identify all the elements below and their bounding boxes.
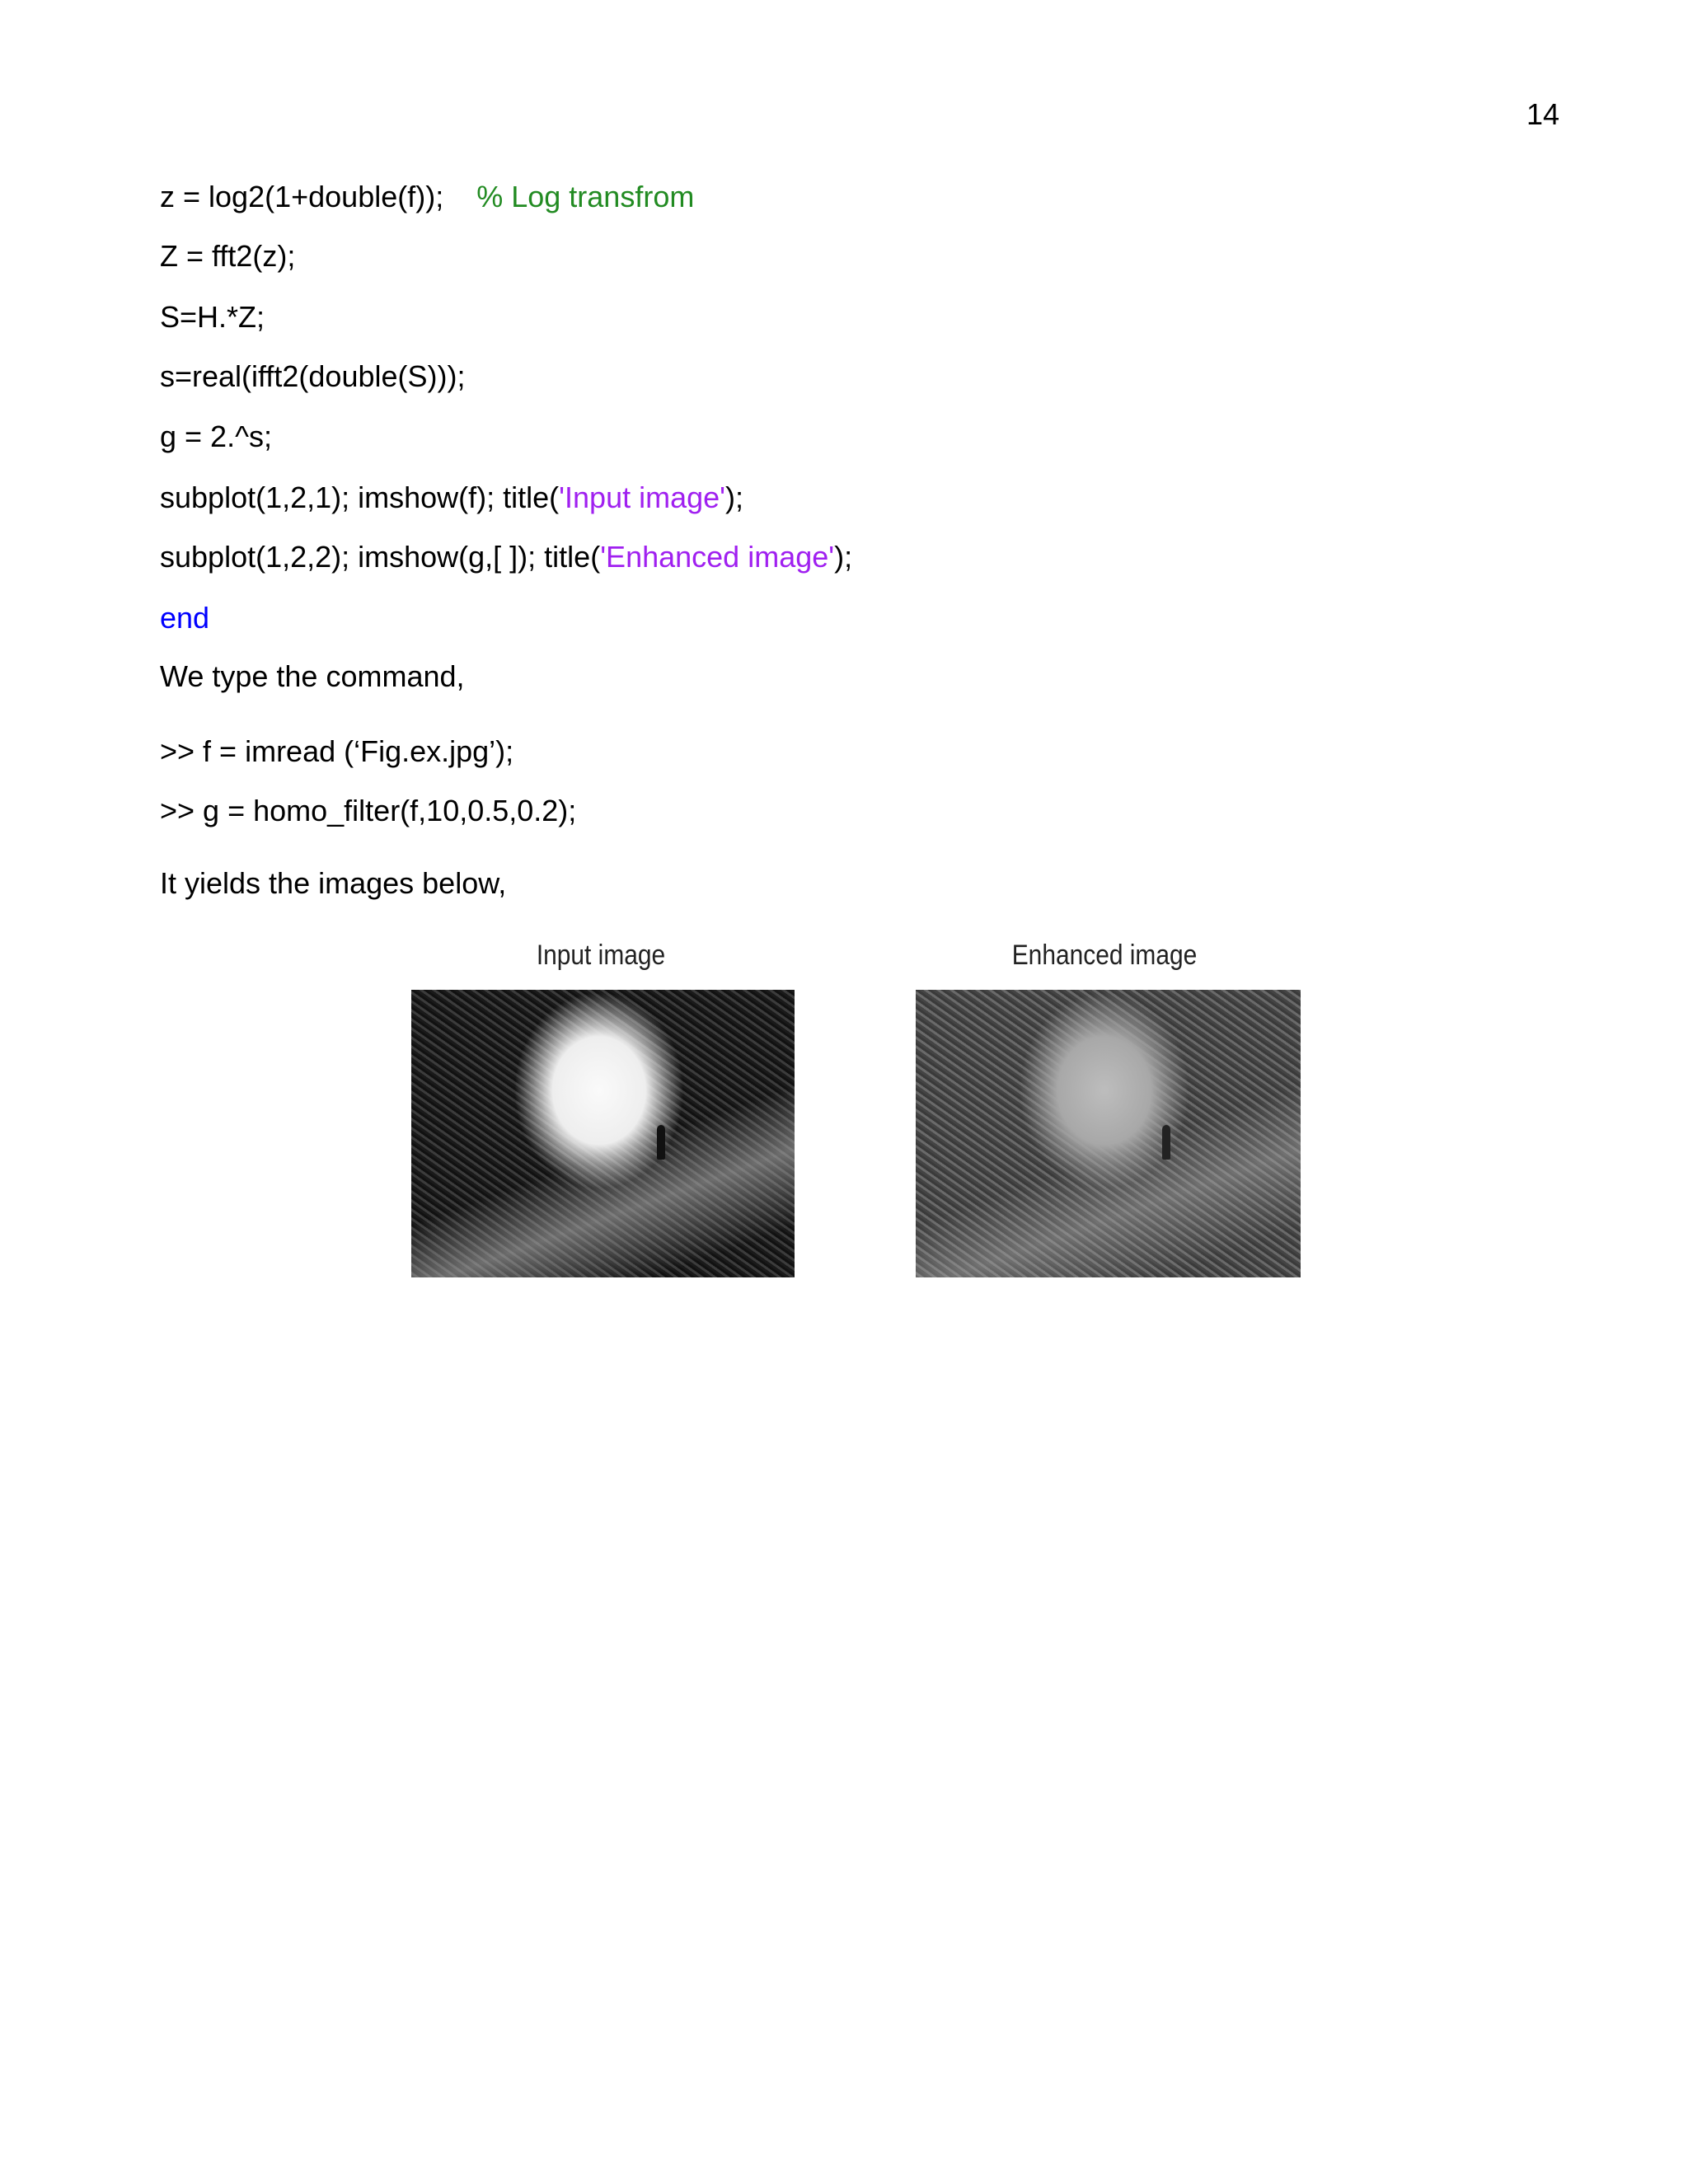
code-string: 'Input image' [559,480,726,514]
command-line: >> g = homo_filter(f,10,0.5,0.2); [160,794,577,827]
input-image [411,990,795,1277]
code-line [160,539,852,575]
code-comment: % Log transfrom [476,180,695,213]
code-line [160,480,743,516]
figure-title-input: Input image [536,940,666,971]
intro-text: We type the command, [160,659,465,693]
code-text: subplot(1,2,2); imshow(g,[ ]); title( [160,540,601,574]
code-text: z = log2(1+double(f)); [160,180,477,213]
code-line: Z = fft2(z); [160,239,296,273]
figure-title-enhanced: Enhanced image [1011,940,1198,971]
code-text: subplot(1,2,1); imshow(f); title( [160,480,560,514]
code-line: s=real(ifft2(double(S))); [160,359,466,393]
page-number: 14 [1526,97,1560,131]
result-text: It yields the images below, [160,866,507,900]
command-line: >> f = imread (‘Fig.ex.jpg’); [160,734,514,768]
code-text: ); [725,480,744,514]
code-keyword-end: end [160,601,210,635]
code-text: ); [834,540,853,574]
code-string: 'Enhanced image' [600,540,835,574]
code-line: S=H.*Z; [160,300,265,334]
enhanced-image [916,990,1301,1277]
code-line: g = 2.^s; [160,419,272,453]
code-line [160,179,694,215]
